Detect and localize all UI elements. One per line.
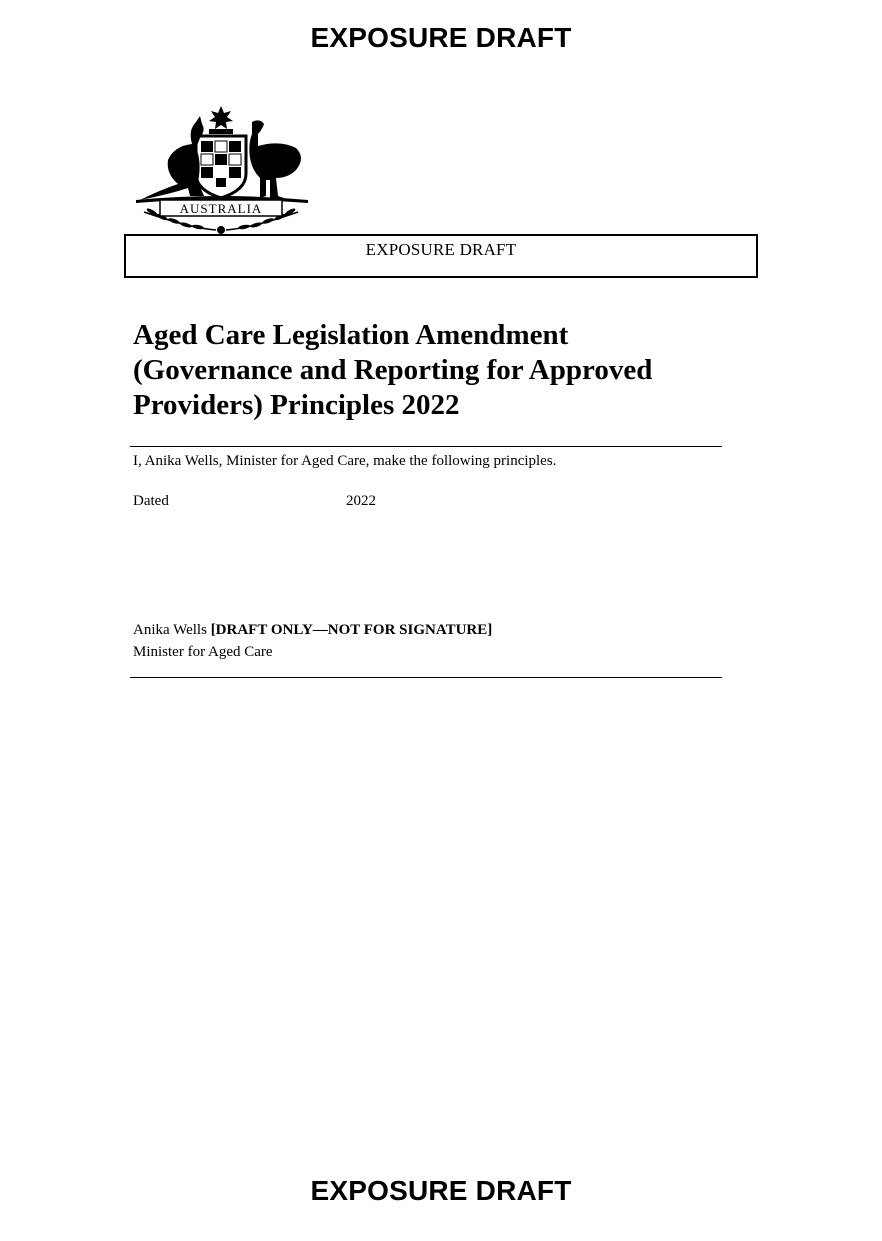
exposure-draft-box-label: EXPOSURE DRAFT <box>365 240 517 259</box>
title-line-1: Aged Care Legislation Amendment <box>133 319 569 351</box>
signature-note: [DRAFT ONLY—NOT FOR SIGNATURE] <box>210 622 493 638</box>
emu-icon <box>249 120 301 198</box>
commonwealth-star-icon <box>209 106 233 129</box>
dated-year: 2022 <box>346 493 376 509</box>
signatory-role: Minister for Aged Care <box>133 644 273 660</box>
title-divider <box>130 446 722 447</box>
enacting-statement: I, Anika Wells, Minister for Aged Care, make the following principles. <box>133 453 557 469</box>
signatory-name: Anika Wells <box>133 622 207 638</box>
crest-label: AUSTRALIA <box>179 201 263 216</box>
signatory-line <box>133 620 492 640</box>
coat-of-arms-logo <box>130 104 312 236</box>
instrument-title <box>133 318 733 423</box>
signature-divider <box>130 677 722 678</box>
kangaroo-icon <box>140 116 204 200</box>
dated-label: Dated <box>133 493 169 509</box>
footer-banner: EXPOSURE DRAFT <box>310 1175 572 1206</box>
title-line-3: Providers) Principles 2022 <box>133 389 460 421</box>
title-line-2: (Governance and Reporting for Approved <box>133 354 653 386</box>
exposure-draft-box <box>124 234 758 278</box>
header-banner: EXPOSURE DRAFT <box>310 22 572 53</box>
